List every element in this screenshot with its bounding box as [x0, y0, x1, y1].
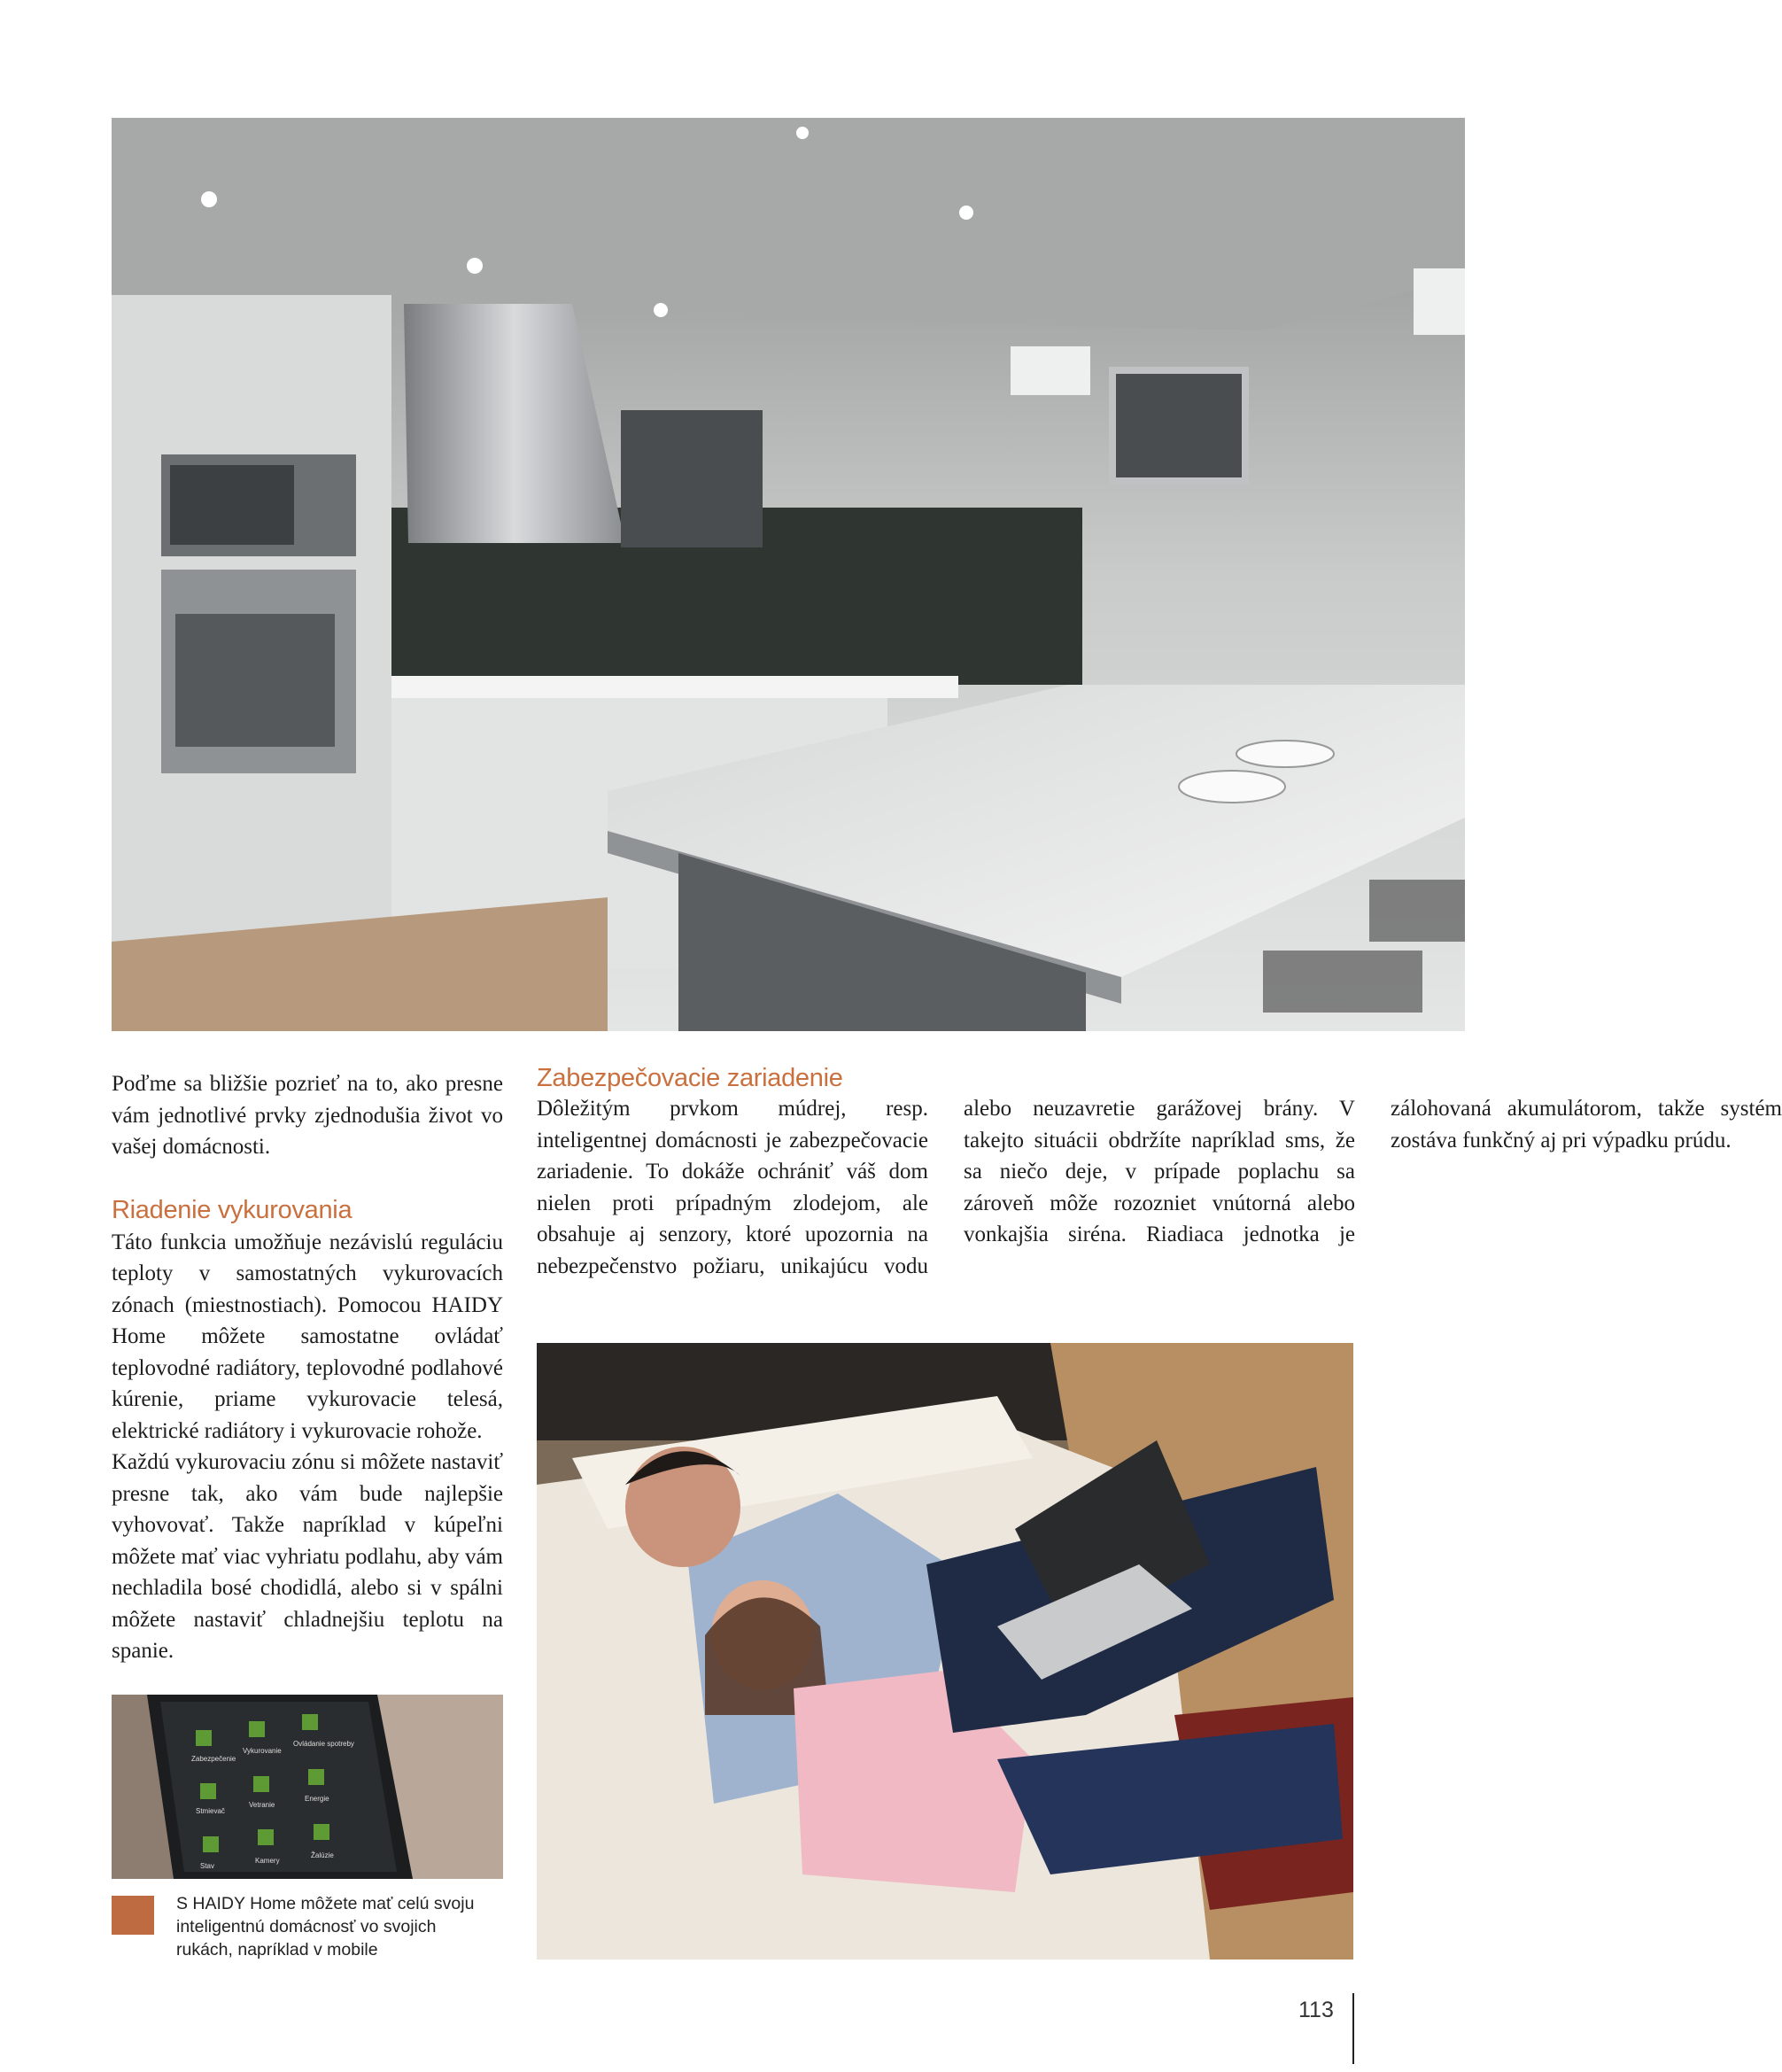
security-paragraph: Dôležitým prvkom múdrej, resp. inteligentnej domácnosti je zabezpečovacie zariadenie. To dokáže ochrániť váš dom nielen proti prípadným zlodejom, ale obsahuje aj senzory, ktoré upozornia na nebezpečenstvo požiaru, unikajúcu vodu alebo neuzavretie garážovej brány. V takejto situácii obdržíte napríklad sms, že sa niečo deje, v prípade poplachu sa zároveň môže rozozniet vnútorná alebo vonkajšia siréna. Riadiaca jednotka je zálohovaná akumulátorom, takže systém zostáva funkčný aj pri výpadku prúdu. — [537, 1097, 1782, 1278]
heading-heating: Riadenie vykurovania — [112, 1195, 353, 1224]
intro-paragraph: Poďme sa bližšie pozrieť na to, ako presne vám jednotlivé prvky zjednodušia život vo vašej domácnosti. — [112, 1072, 503, 1159]
app-label-kamery: Kamery — [255, 1857, 280, 1865]
app-label-energie: Energie — [305, 1795, 329, 1803]
heating-paragraph-1: Táto funkcia umožňuje nezávislú reguláciu teploty v samostatných vykurovacích zónach (miestnostiach). Pomocou HAIDY Home môžete samostatne ovládať teplovodné radiátory, teplovodné podlahové kúrenie, priame vykurovacie telesá, elektrické radiátory i vykurovacie rohože. — [112, 1230, 503, 1443]
app-label-vetranie: Vetranie — [249, 1801, 275, 1809]
phone-photo — [112, 1695, 503, 1879]
couple-photo — [537, 1343, 1353, 1959]
caption-swatch — [112, 1896, 154, 1935]
heating-paragraph-2: Každú vykurovaciu zónu si môžete nastaviť presne tak, ako vám bude najlepšie vyhovovať. Takže napríklad v kúpeľni môžete mať viac vyhriatu podlahu, aby vám nechladila bosé chodidlá, alebo si v spálni môžete nastaviť chladnejšiu teplotu na spanie. — [112, 1450, 503, 1663]
app-label-zabezpecenie: Zabezpečenie — [191, 1755, 236, 1763]
app-label-ovladanie: Ovládanie spotreby — [293, 1740, 354, 1748]
app-label-zaluzie: Žalúzie — [311, 1851, 334, 1859]
phone-caption: S HAIDY Home môžete mať celú svoju inteligentnú domácnosť vo svojich rukách, napríklad v mobile — [176, 1894, 475, 1959]
kitchen-photo — [112, 118, 1465, 1031]
app-label-stmievac: Stmievač — [196, 1807, 225, 1815]
page-number-rule — [1352, 1993, 1354, 2064]
page-number: 113 — [1298, 1998, 1334, 2022]
app-label-stav: Stav — [200, 1862, 215, 1870]
column-left — [112, 1068, 503, 1667]
app-label-vykurovanie: Vykurovanie — [243, 1747, 282, 1755]
column-security — [537, 1063, 1782, 1283]
heading-security: Zabezpečovacie zariadenie — [537, 1064, 843, 1092]
